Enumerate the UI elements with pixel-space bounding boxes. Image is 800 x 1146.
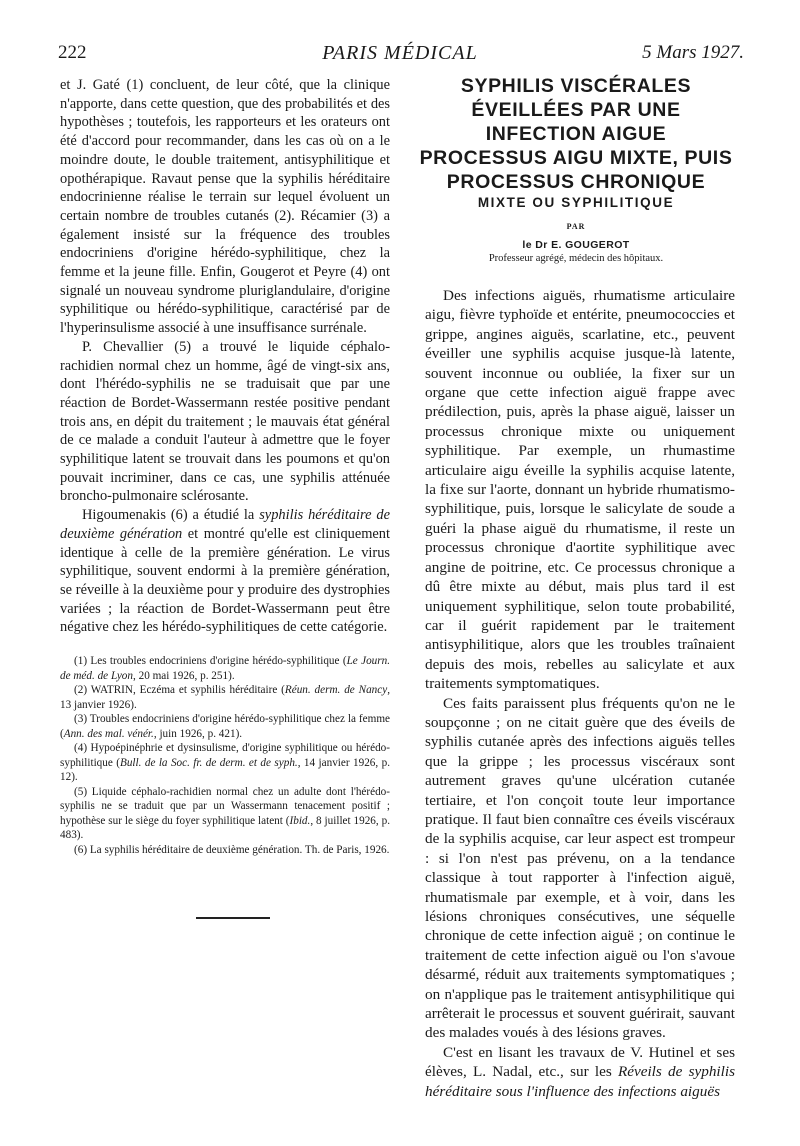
text-run: (3) Troubles endocriniens d'origine hérédo-syphilitique chez la femme (	[60, 713, 390, 740]
text-run: , 13 janvier 1926).	[60, 684, 390, 711]
text-run: (1) Les troubles endocriniens d'origine hérédo-syphilitique (	[74, 655, 347, 667]
issue-date: 5 Mars 1927.	[642, 42, 744, 63]
author-affiliation: Professeur agrégé, médecin des hôpitaux.	[488, 253, 664, 264]
italic-run: Réun. derm. de Nancy	[284, 684, 388, 696]
footnote-1	[60, 654, 390, 683]
footnotes	[60, 654, 390, 857]
title-line-2: ÉVEILLÉES PAR UNE	[471, 99, 681, 121]
section-divider	[196, 917, 270, 919]
text-run: , 14 janvier 1926, p. 12).	[60, 756, 391, 783]
left-paragraph-2: P. Chevallier (5) a trouvé le liquide céphalo-rachidien normal chez un homme, âgé de vingt-six ans, dont l'hérédo-syphilis ne se traduisait que par une réaction de Bordet-Wassermann restée positive pendant trois ans, en dépit du traitement ; le mauvais état général de ce malade a conduit l'auteur à admettre que le foyer syphilitique latent se trouvait dans les poumons et qu'on pouvait incriminer, dans ce cas, une syphilis atténuée broncho-pulmonaire sclérosante.	[60, 338, 390, 505]
text-run: et montré qu'elle est cliniquement identique à celle de la première génération. Le virus syphilitique, souvent endormi à la première génération, se réveille à la deuxième pour y produire des dystrophies variées ; la réaction de Bordet-Wassermann peut être négative chez les hérédo-syphilitiques de cette catégorie.	[60, 525, 390, 636]
author-name: le Dr E. GOUGEROT	[522, 239, 630, 251]
right-column	[425, 286, 735, 1101]
text-run: (5) Liquide céphalo-rachidien normal chez un adulte dont l'hérédo-syphilis ne se traduit que par un Wassermann tenacement positif ; hypothèse sur le siège du foyer syphilitique latent (	[60, 785, 390, 827]
footnote-5	[60, 785, 390, 843]
left-column	[60, 76, 390, 637]
footnote-4	[60, 741, 390, 785]
right-paragraph-3	[425, 1043, 735, 1101]
text-run: C'est en lisant les travaux de V. Hutinel et ses élèves, L. Nadal, etc., sur les	[425, 1043, 735, 1081]
italic-run: Réveils de syphilis héréditaire sous l'influence des infections aiguës	[425, 1063, 735, 1100]
title-line-5: PROCESSUS CHRONIQUE	[446, 171, 706, 193]
text-run: , 20 mai 1926, p. 251).	[133, 669, 235, 682]
title-line-4: PROCESSUS AIGU MIXTE, PUIS	[419, 147, 733, 169]
text-run: , juin 1926, p. 421).	[153, 727, 243, 740]
running-header	[0, 42, 800, 68]
text-run: (4) Hypoépinéphrie et dysinsulisme, d'origine syphilitique ou hérédo-syphilitique (	[60, 742, 390, 769]
left-paragraph-3	[60, 506, 390, 637]
footnote-3	[60, 712, 390, 741]
article-subtitle: MIXTE OU SYPHILITIQUE	[477, 195, 675, 210]
footnote-2	[60, 683, 390, 712]
byline-par: PAR	[566, 222, 586, 231]
right-paragraph-1: Des infections aiguës, rhumatisme articulaire aigu, fièvre typhoïde et entérite, pneumococcies et grippe, angines aiguës, scarlatine, etc., peuvent éveiller une syphilis acquise jusque-là latente, souvent inconnue ou oubliée, la fixer sur un organe que cette infection aiguë frappe avec prédilection, puis, après la phase aiguë, laisser un processus chronique mixte ou uniquement syphilitique. Par exemple, un rhumastime articulaire aigu éveille la syphilis acquise latente, la fixe sur l'aorte, donnant un hybride rhumatismo-syphilitique, puis, lorsque le salicylate de soude a guéri la phase aiguë du rhumatisme, il reste un processus chronique d'aortite syphilitique avec angine de poitrine, etc. Ce processus chronique a dû être mixte au début, mais plus tard il est uniquement syphilitique, selon toute probabilité, car il guérit rapidement par le traitement antisyphilitique, alors que les troubles traînaient depuis des mois, rebelles au salicylate et aux traitements symptomatiques.	[425, 287, 735, 693]
article-title-block	[408, 74, 744, 264]
italic-run: Ann. des mal. vénér.	[63, 727, 154, 740]
right-paragraph-2: Ces faits paraissent plus fréquents qu'on ne le soupçonne ; on ne citait guère que des éveils de syphilis cutanée après des infections aiguës telles que la grippe ; les processus viscéraux sont autrement graves qu'une ulcération cutanée tertiaire, et l'on conçoit toute leur importance pratique. Il faut bien connaître ces éveils viscéraux de la syphilis acquise, car leur aspect est trompeur : si l'on n'est pas prévenu, on a la tendance classique à tout rapporter à l'infection aiguë, rhumatismale par exemple, et à voir, dans les lésions chroniques consécutives, une séquelle chronique de cette infection aiguë ; on continue le traitement de cette infection aiguë ou l'on s'avoue désarmé, réduit aux traitements symptomatiques ; on n'applique pas le traitement antisyphilitique qui arrêterait le processus et souvent guérirait, sauvant des malades voués à des lésions graves.	[425, 694, 735, 1042]
left-paragraph-1: et J. Gaté (1) concluent, de leur côté, que la clinique n'apporte, dans cette question, que des probabilités et des hypothèses ; toutefois, les rapporteurs et les orateurs ont été d'accord pour recommander, dans les cas où on a le moindre doute, le double traitement, antisyphilitique et opothérapique. Ravaut pense que la syphilis héréditaire endocrinienne réalise le terrain sur lequel évoluent un certain nombre de troubles cutanés (2). Récamier (3) a également insisté sur la fréquence des troubles endocriniens d'origine hérédo-syphilitique, chez la femme et la jeune fille. Enfin, Gougerot et Peyre (4) ont signalé un nouveau syndrome pluriglandulaire, d'origine syphilitique ou hérédo-syphilitique, caractérisé par de l'hyperinsulisme associé à une insuffisance surrénale.	[60, 77, 390, 337]
text-run: , 8 juillet 1926, p. 483).	[60, 814, 390, 841]
text-run: (2) WATRIN, Eczéma et syphilis héréditaire (	[74, 684, 285, 696]
italic-run: Le Journ. de méd. de Lyon	[60, 655, 391, 682]
journal-title: PARIS MÉDICAL	[322, 42, 478, 64]
italic-run: Bull. de la Soc. fr. de derm. et de syph.	[119, 756, 298, 769]
title-line-3: INFECTION AIGUE	[485, 123, 667, 145]
text-run: Higoumenakis (6) a étudié la	[82, 507, 260, 524]
title-line-1: SYPHILIS VISCÉRALES	[460, 75, 692, 97]
italic-run: syphilis héréditaire de deuxième génération	[60, 507, 390, 542]
page-number: 222	[58, 42, 87, 63]
italic-run: Ibid.	[289, 814, 311, 827]
footnote-6: (6) La syphilis héréditaire de deuxième génération. Th. de Paris, 1926.	[74, 843, 390, 856]
